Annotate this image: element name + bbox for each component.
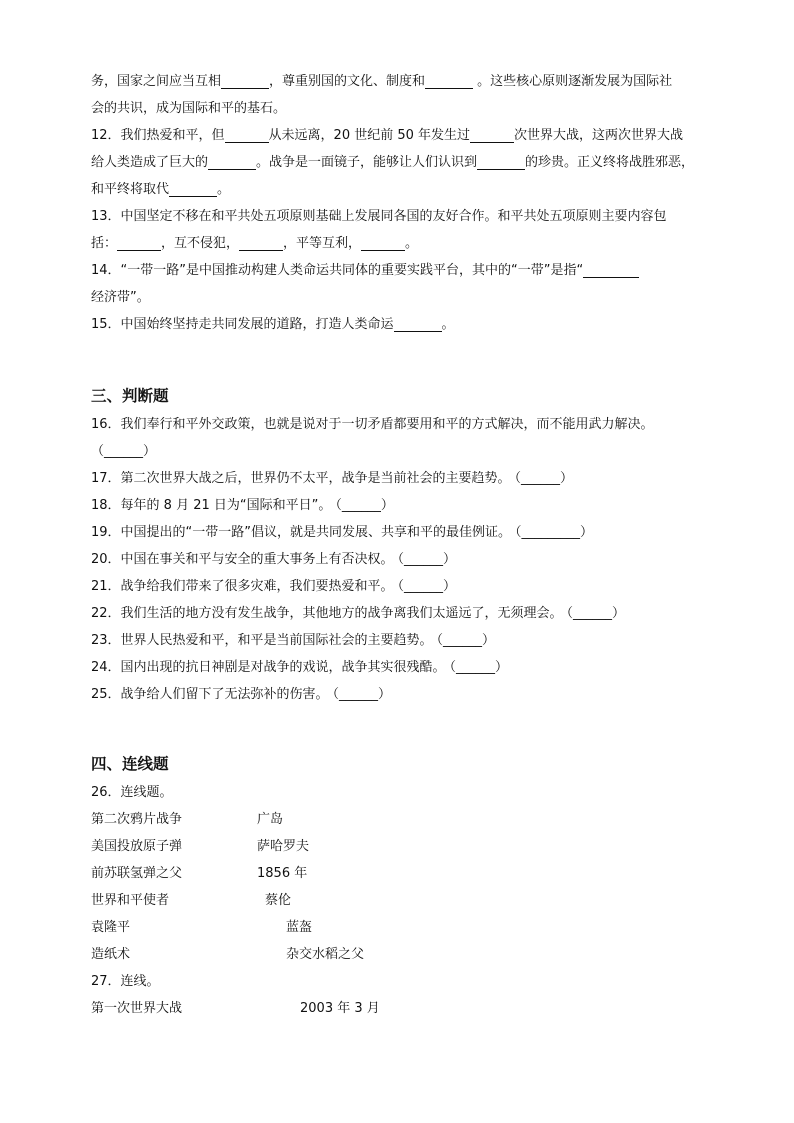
match-right-item[interactable]: 2003 年 3 月: [300, 1001, 380, 1016]
question-11-continued-2: [91, 95, 706, 122]
question-text: 25．战争给人们留下了无法弥补的伤害。: [91, 687, 329, 702]
question-text: 的珍贵。正义终将战胜邪恶，: [525, 155, 695, 170]
question-text: 。: [441, 317, 455, 332]
match-row: [91, 806, 706, 833]
answer-blank[interactable]: [394, 316, 442, 332]
match-right-item[interactable]: 广岛: [257, 812, 284, 827]
question-text: ，互不侵犯，: [161, 236, 240, 251]
question-20: [91, 546, 706, 573]
question-text: 23．世界人民热爱和平，和平是当前国际社会的主要趋势。: [91, 633, 433, 648]
section-title-match: 四、连线题: [91, 754, 169, 773]
answer-blank[interactable]: [425, 73, 473, 89]
question-11-continued: [91, 68, 706, 95]
answer-blank[interactable]: [470, 127, 514, 143]
question-text: 务，国家之间应当互相: [91, 74, 222, 89]
question-18: [91, 492, 706, 519]
question-text: 括：: [91, 236, 118, 251]
match-left-item[interactable]: 第一次世界大战: [91, 1001, 183, 1016]
question-text: 26．连线题。: [91, 785, 173, 800]
match-row: [91, 860, 706, 887]
question-text: 会的共识，成为国际和平的基石。: [91, 101, 287, 116]
question-text: 。: [217, 182, 231, 197]
question-text: 22．我们生活的地方没有发生战争，其他地方的战争离我们太遥远了，无须理会。: [91, 606, 563, 621]
answer-parentheses[interactable]: （______）: [335, 498, 394, 513]
question-text: ，尊重别国的文化、制度和: [269, 74, 426, 89]
answer-parentheses[interactable]: （______）: [397, 579, 457, 594]
question-text: 16．我们奉行和平外交政策，也就是说对于一切矛盾都要用和平的方式解决，而不能用武力解决。: [91, 417, 654, 432]
question-13: [91, 203, 706, 230]
question-14-line-2: [91, 284, 706, 311]
question-text: 和平终将取代: [91, 182, 170, 197]
match-left-item[interactable]: 袁隆平: [91, 920, 131, 935]
answer-blank[interactable]: [361, 235, 405, 251]
question-13-line-2: [91, 230, 706, 257]
match-row: [91, 887, 706, 914]
question-text: 24．国内出现的抗日神剧是对战争的戏说，战争其实很残酷。: [91, 660, 446, 675]
question-12-line-3: [91, 176, 706, 203]
match-right-item[interactable]: 萨哈罗夫: [257, 839, 310, 854]
question-text: 。: [405, 236, 419, 251]
answer-parentheses[interactable]: （______）: [397, 552, 457, 567]
question-text: 20．中国在事关和平与安全的重大事务上有否决权。: [91, 552, 394, 567]
answer-blank[interactable]: [225, 127, 269, 143]
question-text: 15．中国始终坚持走共同发展的道路，打造人类命运: [91, 317, 394, 332]
match-right-item[interactable]: 杂交水稻之父: [286, 947, 365, 962]
match-left-item[interactable]: 前苏联氢弹之父: [91, 866, 183, 881]
match-left-item[interactable]: 美国投放原子弹: [91, 839, 183, 854]
question-21: [91, 573, 706, 600]
match-left-item[interactable]: 造纸术: [91, 947, 131, 962]
match-row: [91, 833, 706, 860]
question-16: [91, 411, 706, 438]
question-25: [91, 681, 706, 708]
answer-blank[interactable]: [117, 235, 161, 251]
answer-blank[interactable]: [239, 235, 283, 251]
answer-blank[interactable]: [169, 181, 217, 197]
question-text: 12．我们热爱和平，但: [91, 128, 225, 143]
worksheet-page: [91, 68, 706, 1022]
match-row: [91, 914, 706, 941]
answer-parentheses[interactable]: （_________）: [515, 525, 594, 540]
question-text: 。战争是一面镜子，能够让人们认识到: [256, 155, 478, 170]
question-27: [91, 968, 706, 995]
answer-blank[interactable]: [208, 154, 256, 170]
match-row: [91, 995, 706, 1022]
question-text: 21．战争给我们带来了很多灾难，我们要热爱和平。: [91, 579, 394, 594]
question-26: [91, 779, 706, 806]
question-text: 17．第二次世界大战之后，世界仍不太平，战争是当前社会的主要趋势。: [91, 471, 511, 486]
answer-parentheses[interactable]: （______）: [332, 687, 392, 702]
question-23: [91, 627, 706, 654]
match-right-item[interactable]: 蓝盔: [286, 920, 313, 935]
question-text: 27．连线。: [91, 974, 160, 989]
match-right-item[interactable]: 1856 年: [257, 866, 308, 881]
question-text: 13．中国坚定不移在和平共处五项原则基础上发展同各国的友好合作。和平共处五项原则主要内容包: [91, 209, 667, 224]
question-text: 次世界大战，这两次世界大战: [514, 128, 684, 143]
question-14: [91, 257, 706, 284]
question-12-line-2: [91, 149, 706, 176]
question-text: 经济带”。: [91, 290, 150, 305]
match-left-item[interactable]: 世界和平使者: [91, 893, 170, 908]
question-17: [91, 465, 706, 492]
question-text: 18．每年的 8 月 21 日为“国际和平日”。: [91, 498, 332, 513]
question-text: 给人类造成了巨大的: [91, 155, 209, 170]
answer-blank[interactable]: [221, 73, 269, 89]
answer-parentheses[interactable]: （______）: [449, 660, 509, 675]
match-row: [91, 941, 706, 968]
match-left-item[interactable]: 第二次鸦片战争: [91, 812, 183, 827]
answer-blank[interactable]: [583, 262, 639, 278]
answer-blank[interactable]: [477, 154, 525, 170]
answer-parentheses[interactable]: （______）: [91, 444, 157, 459]
question-12: [91, 122, 706, 149]
question-text: 19．中国提出的“一带一路”倡议，就是共同发展、共享和平的最佳例证。: [91, 525, 512, 540]
question-text: ，平等互利，: [283, 236, 362, 251]
question-text: 。这些核心原则逐渐发展为国际社: [477, 74, 673, 89]
question-text: 14．“一带一路”是中国推动构建人类命运共同体的重要实践平台，其中的“一带”是指“: [91, 263, 584, 278]
match-right-item[interactable]: 蔡伦: [265, 893, 292, 908]
question-text: 从未远离，20 世纪前 50 年发生过: [268, 128, 471, 143]
question-16-answer: [91, 438, 706, 465]
answer-parentheses[interactable]: （______）: [436, 633, 496, 648]
question-19: [91, 519, 706, 546]
answer-parentheses[interactable]: （______）: [514, 471, 574, 486]
question-22: [91, 600, 706, 627]
answer-parentheses[interactable]: （______）: [566, 606, 626, 621]
section-title-judge: 三、判断题: [91, 386, 169, 405]
question-24: [91, 654, 706, 681]
question-15: [91, 311, 706, 338]
